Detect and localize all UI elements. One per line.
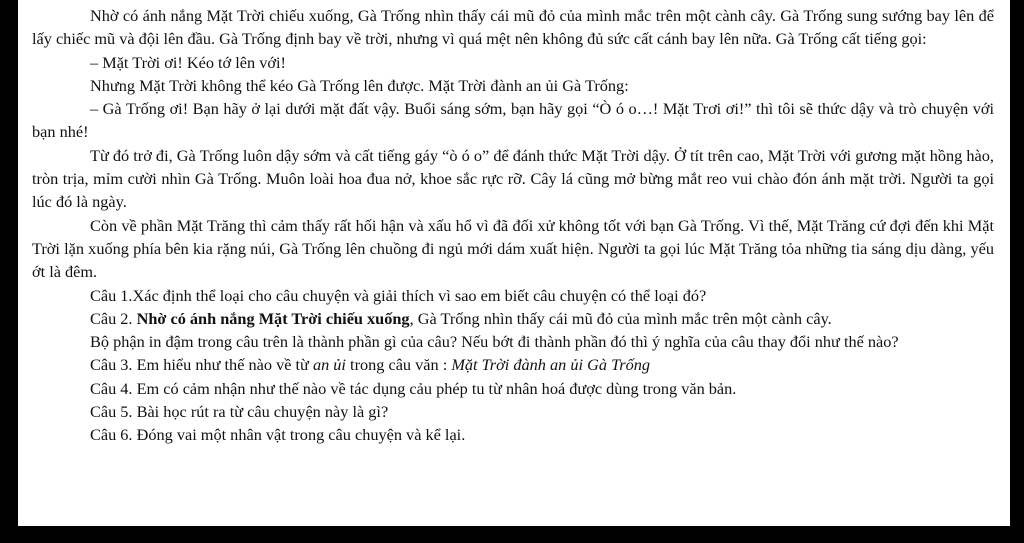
question-2-bold-phrase: Nhờ có ánh nắng Mặt Trời chiếu xuống [136, 308, 410, 328]
story-paragraph-3: Từ đó trở đi, Gà Trống luôn dậy sớm và cất tiếng gáy “ò ó o” để đánh thức Mặt Trời dậy. Ở tít trên cao, Mặt Trời với gương mặt hồng hào, tròn trịa, mỉm cười nhìn Gà Trống. Muôn loài hoa đua nở, khoe sắc rực rỡ. Cây lá cũng mở bừng mắt reo vui chào đón ánh mặt trời. Người ta gọi lúc đó là ngày. [32, 145, 994, 212]
question-2-rest: , Gà Trống nhìn thấy cái mũ đỏ của mình mắc trên một cành cây. [409, 308, 832, 328]
question-1: Câu 1.Xác định thể loại cho câu chuyện và giải thích vì sao em biết câu chuyện có thể loại đó? [90, 285, 707, 305]
question-3 [32, 353, 994, 376]
document-page [18, 0, 1010, 526]
question-5: Câu 5. Bài học rút ra từ câu chuyện này là gì? [90, 402, 389, 422]
question-3-quote: Mặt Trời đành an ủi Gà Trống [451, 355, 650, 375]
story-paragraph-2: Nhưng Mặt Trời không thể kéo Gà Trống lên được. Mặt Trời đành an ủi Gà Trống: [90, 75, 629, 95]
question-2-prefix: Câu 2. [90, 308, 137, 328]
story-dialogue-2: – Gà Trống ơi! Bạn hãy ở lại dưới mặt đất vậy. Buổi sáng sớm, bạn hãy gọi “Ò ó o…! Mặt Trơi ơi!” thì tôi sẽ thức dậy và trò chuyện với bạn nhé! [32, 99, 994, 142]
question-2-followup: Bộ phận in đậm trong câu trên là thành phần gì của câu? Nếu bớt đi thành phần đó thì ý nghĩa của câu thay đổi như thế nào? [90, 332, 899, 352]
question-2 [32, 307, 994, 330]
story-paragraph-1: Nhờ có ánh nắng Mặt Trời chiếu xuống, Gà Trống nhìn thấy cái mũ đỏ của mình mắc trên một cành cây. Gà Trống sung sướng bay lên để lấy chiếc mũ và đội lên đầu. Gà Trống định bay về trời, nhưng vì quá mệt nên không đủ sức cất cánh bay lên nữa. Gà Trống cất tiếng gọi: [32, 6, 994, 49]
story-dialogue-1: – Mặt Trời ơi! Kéo tớ lên với! [90, 52, 286, 72]
question-3-prefix: Câu 3. Em hiểu như thế nào về từ [90, 355, 313, 375]
document-text [32, 4, 994, 447]
story-paragraph-4: Còn về phần Mặt Trăng thì cảm thấy rất hối hận và xấu hổ vì đã đối xử không tốt với bạn Gà Trống. Vì thế, Mặt Trăng cứ đợi đến khi Mặt Trời lặn xuống phía bên kia rặng núi, Gà Trống lên chuồng đi ngủ mới dám xuất hiện. Người ta gọi lúc Mặt Trăng tỏa những tia sáng dịu dàng, yếu ớt là đêm. [32, 215, 994, 282]
question-3-mid: trong câu văn : [345, 355, 452, 375]
question-6: Câu 6. Đóng vai một nhân vật trong câu chuyện và kể lại. [90, 425, 466, 445]
question-4: Câu 4. Em có cảm nhận như thế nào về tác dụng cảu phép tu từ nhân hoá được dùng trong văn bản. [90, 378, 737, 398]
question-3-word: an ủi [312, 355, 346, 375]
